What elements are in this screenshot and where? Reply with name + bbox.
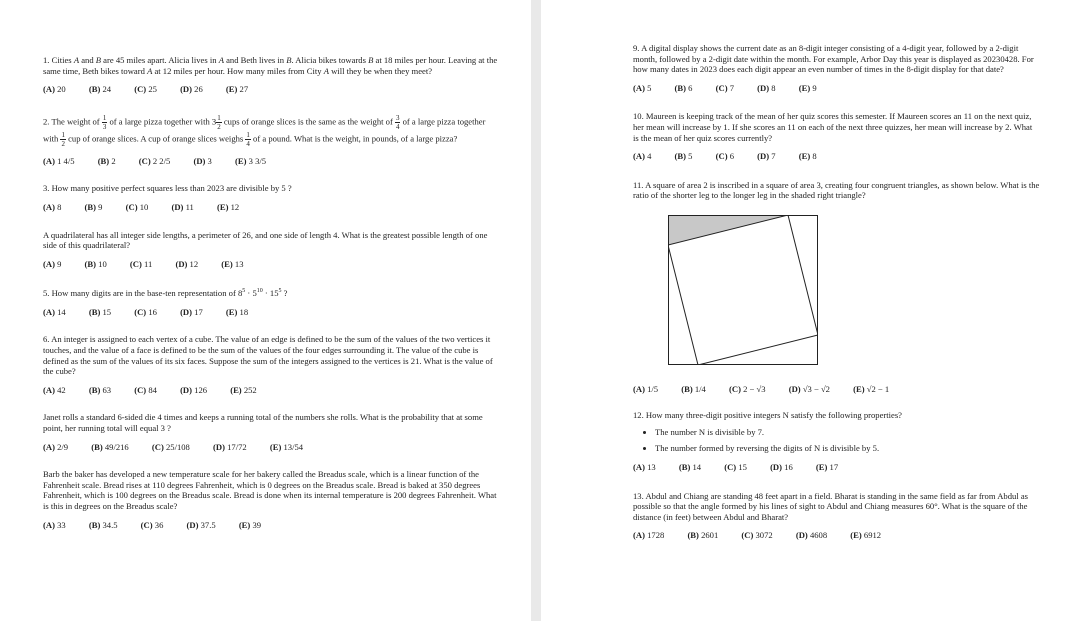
- choice-d[interactable]: (D) 3: [193, 155, 212, 166]
- answer-choices: [633, 462, 1040, 473]
- right-page: [541, 0, 1080, 621]
- choice-e[interactable]: (E) 252: [230, 384, 257, 395]
- choice-a[interactable]: (A) 1728: [633, 530, 665, 541]
- choice-b[interactable]: (B) 24: [88, 84, 112, 95]
- question-11: 11. A square of area 2 is inscribed in a square of area 3, creating four congruent triangles, as shown below. What is the ratio of the shorter leg to the longer leg in the shaded right triangle? (A) 1/5 (B) 1/4 (C) 2 − √3 (D) √3 − √2 (E) √2 − 1: [633, 179, 1040, 394]
- question-6: 6. An integer is assigned to each vertex of a cube. The value of an edge is defined to be the sum of the values of the two vertices it touches, and the value of a face is defined to be the sum of the values of the four edges surrounding it. The value of the cube is defined as the sum of the values of its six faces. Suppose the sum of the integers assigned to the vertices is 21. What is the value of the cube? (A) 42 (B) 63 (C) 84 (D) 126 (E) 252: [43, 334, 501, 395]
- question-text: Barb the baker has developed a new temperature scale for her bakery called the Breadus scale, which is a linear function of the Fahrenheit scale. Bread rises at 110 degrees Fahrenheit, which is 0 degrees on the Breadus scale. Bread is baked at 350 degrees Fahrenheit, which is 100 degrees on the Breadus scale. Bread is done when its internal temperature is 200 degrees Fahrenheit. What is this in degrees on the Breadus scale?: [43, 469, 497, 511]
- choice-c[interactable]: (C) 84: [134, 384, 157, 395]
- choice-b[interactable]: (B) 2: [97, 155, 116, 166]
- answer-choices: [43, 156, 501, 167]
- choice-a[interactable]: (A) 13: [633, 461, 656, 472]
- answer-choices: [43, 520, 501, 531]
- choice-b[interactable]: (B) 1/4: [681, 383, 706, 394]
- choice-d[interactable]: (D) 126: [180, 384, 208, 395]
- question-7: [43, 412, 501, 452]
- choice-e[interactable]: (E) 9: [798, 82, 817, 93]
- choice-b[interactable]: (B) 49/216: [91, 441, 129, 452]
- answer-choices: [43, 259, 501, 270]
- choice-e[interactable]: (E) 12: [217, 201, 240, 212]
- choice-a[interactable]: (A) 8: [43, 201, 62, 212]
- choice-d[interactable]: (D) 17: [180, 306, 203, 317]
- question-9: 9. A digital display shows the current date as an 8-digit integer consisting of a 4-digit year, followed by a 2-digit month, followed by a 2-digit date within the month. For example, Arbor Day this year is displayed as 20230428. For how many dates in 2023 does each digit appear an even number of times in the 8-digit display for that date? (A) 5 (B) 6 (C) 7 (D) 8 (E) 9: [633, 43, 1040, 93]
- choice-a[interactable]: (A) 42: [43, 384, 66, 395]
- choice-b[interactable]: (B) 15: [88, 306, 112, 317]
- choice-b[interactable]: (B) 5: [674, 151, 693, 162]
- choice-c[interactable]: (C) 11: [129, 258, 153, 269]
- question-5: 5. How many digits are in the base-ten representation of $8^5 \cdot 5^{10} \cdot 15^5$ ? (A) 14 (B) 15 (C) 16 (D) 17 (E) 18: [43, 286, 501, 317]
- choice-c[interactable]: (C) 2 − √3: [729, 383, 766, 394]
- choice-a[interactable]: (A) 1 4/5: [43, 155, 75, 166]
- choice-c[interactable]: (C) 16: [134, 306, 157, 317]
- answer-choices: [633, 151, 1040, 162]
- choice-d[interactable]: (D) 7: [757, 151, 776, 162]
- list-item: • The number N is divisible by 7.: [655, 427, 1040, 438]
- choice-b[interactable]: (B) 34.5: [88, 519, 118, 530]
- choice-c[interactable]: (C) 15: [724, 461, 747, 472]
- choice-d[interactable]: (D) 17/72: [213, 441, 247, 452]
- choice-c[interactable]: (C) 25: [134, 84, 157, 95]
- choice-d[interactable]: (D) 12: [175, 258, 199, 269]
- left-page: [0, 0, 531, 621]
- choice-a[interactable]: (A) 4: [633, 151, 652, 162]
- answer-choices: [43, 202, 501, 213]
- choice-b[interactable]: (B) 14: [678, 461, 702, 472]
- choice-a[interactable]: (A) 5: [633, 82, 652, 93]
- answer-choices: [43, 307, 501, 318]
- choice-c[interactable]: (C) 6: [715, 151, 735, 162]
- choice-d[interactable]: (D) 11: [171, 201, 194, 212]
- choice-d[interactable]: (D) 4608: [795, 530, 828, 541]
- question-number: 1.: [43, 55, 50, 65]
- choice-d[interactable]: (D) 26: [180, 84, 203, 95]
- choice-e[interactable]: (E) 18: [225, 306, 249, 317]
- choice-c[interactable]: (C) 7: [715, 82, 735, 93]
- choice-e[interactable]: (E) 6912: [850, 530, 882, 541]
- question-4: [43, 230, 501, 270]
- answer-choices: [43, 84, 501, 95]
- question-1: 1. Cities A and B are 45 miles apart. Alicia lives in A and Beth lives in B. Alicia bikes towards B at 18 miles per hour. Leaving at the same time, Beth bikes toward A at 12 miles per hour. How many miles from City A will they be when they meet? (A) 20 (B) 24 (C) 25 (D) 26 (E) 27: [43, 55, 501, 95]
- choice-b[interactable]: (B) 6: [674, 82, 693, 93]
- choice-b[interactable]: (B) 63: [88, 384, 112, 395]
- choice-e[interactable]: (E) 8: [798, 151, 817, 162]
- question-text: A quadrilateral has all integer side lengths, a perimeter of 26, and one side of length 4. What is the greatest possible length of one side of this quadrilateral?: [43, 229, 488, 251]
- choice-c[interactable]: (C) 10: [125, 201, 149, 212]
- choice-e[interactable]: (E) 13/54: [269, 441, 304, 452]
- question-2: 2. The weight of $\frac{1}{3}$ of a large pizza together with 3 $\frac{1}{2}$ cups of orange slices is the same as the weight of $\frac{3}{4}$ of a large pizza together with $\frac{1}{2}$ cup of orange slices. A cup of orange slices weighs $\frac{1}{4}$ of a pound. What is the weight, in pounds, of a large pizza? (A) 1 4/5 (B) 2 (C) 2 2/5 (D) 3 (E) 3 3/5: [43, 114, 501, 167]
- choice-a[interactable]: (A) 14: [43, 306, 66, 317]
- choice-a[interactable]: (A) 33: [43, 519, 66, 530]
- inscribed-square-figure: [668, 215, 818, 365]
- choice-a[interactable]: (A) 9: [43, 258, 62, 269]
- question-10: 10. Maureen is keeping track of the mean of her quiz scores this semester. If Maureen scores an 11 on the next quiz, her mean will increase by 1. If she scores an 11 on each of the next three quizzes, her mean will increase by 2. What is the mean of her quiz scores currently? (A) 4 (B) 5 (C) 6 (D) 7 (E) 8: [633, 111, 1040, 161]
- choice-e[interactable]: (E) 17: [815, 461, 839, 472]
- choice-b[interactable]: (B) 2601: [687, 530, 719, 541]
- answer-choices: [43, 442, 501, 453]
- choice-a[interactable]: (A) 2/9: [43, 441, 69, 452]
- question-12: 12. How many three-digit positive integers N satisfy the following properties? • The number N is divisible by 7. • The number formed by reversing the digits of N is divisible by 5. (A) 13 (B) 14 (C) 15 (D) 16 (E) 17: [633, 410, 1040, 472]
- choice-d[interactable]: (D) √3 − √2: [788, 383, 830, 394]
- choice-c[interactable]: (C) 36: [140, 519, 164, 530]
- choice-e[interactable]: (E) 27: [225, 84, 249, 95]
- answer-choices: [43, 385, 501, 396]
- property-list: [633, 427, 1040, 454]
- answer-choices: [633, 530, 1040, 541]
- question-3: 3. How many positive perfect squares less than 2023 are divisible by 5 ? (A) 8 (B) 9 (C) 10 (D) 11 (E) 12: [43, 183, 501, 212]
- choice-c[interactable]: (C) 3072: [741, 530, 773, 541]
- list-item: • The number formed by reversing the digits of N is divisible by 5.: [655, 443, 1040, 454]
- choice-c[interactable]: (C) 2 2/5: [138, 155, 171, 166]
- choice-e[interactable]: (E) √2 − 1: [853, 383, 890, 394]
- choice-e[interactable]: (E) 39: [238, 519, 262, 530]
- choice-e[interactable]: (E) 3 3/5: [235, 155, 267, 166]
- question-8: [43, 469, 501, 530]
- question-text: Janet rolls a standard 6-sided die 4 times and keeps a running total of the numbers she rolls. What is the probability that at some point, her running total will equal 3 ?: [43, 412, 483, 433]
- choice-e[interactable]: (E) 13: [221, 258, 244, 269]
- choice-d[interactable]: (D) 16: [770, 461, 793, 472]
- choice-b[interactable]: (B) 9: [84, 201, 103, 212]
- question-13: 13. Abdul and Chiang are standing 48 feet apart in a field. Bharat is standing in the same field as far from Abdul as possible so that the angle formed by his lines of sight to Abdul and Chiang measures 60°. What is the square of the distance (in feet) between Abdul and Bharat? (A) 1728 (B) 2601 (C) 3072 (D) 4608 (E) 6912: [633, 491, 1040, 541]
- choice-a[interactable]: (A) 1/5: [633, 383, 659, 394]
- choice-b[interactable]: (B) 10: [84, 258, 107, 269]
- answer-choices: [633, 384, 1040, 395]
- choice-a[interactable]: (A) 20: [43, 84, 66, 95]
- choice-c[interactable]: (C) 25/108: [151, 441, 190, 452]
- answer-choices: [633, 83, 1040, 94]
- choice-d[interactable]: (D) 37.5: [186, 519, 216, 530]
- choice-d[interactable]: (D) 8: [757, 82, 776, 93]
